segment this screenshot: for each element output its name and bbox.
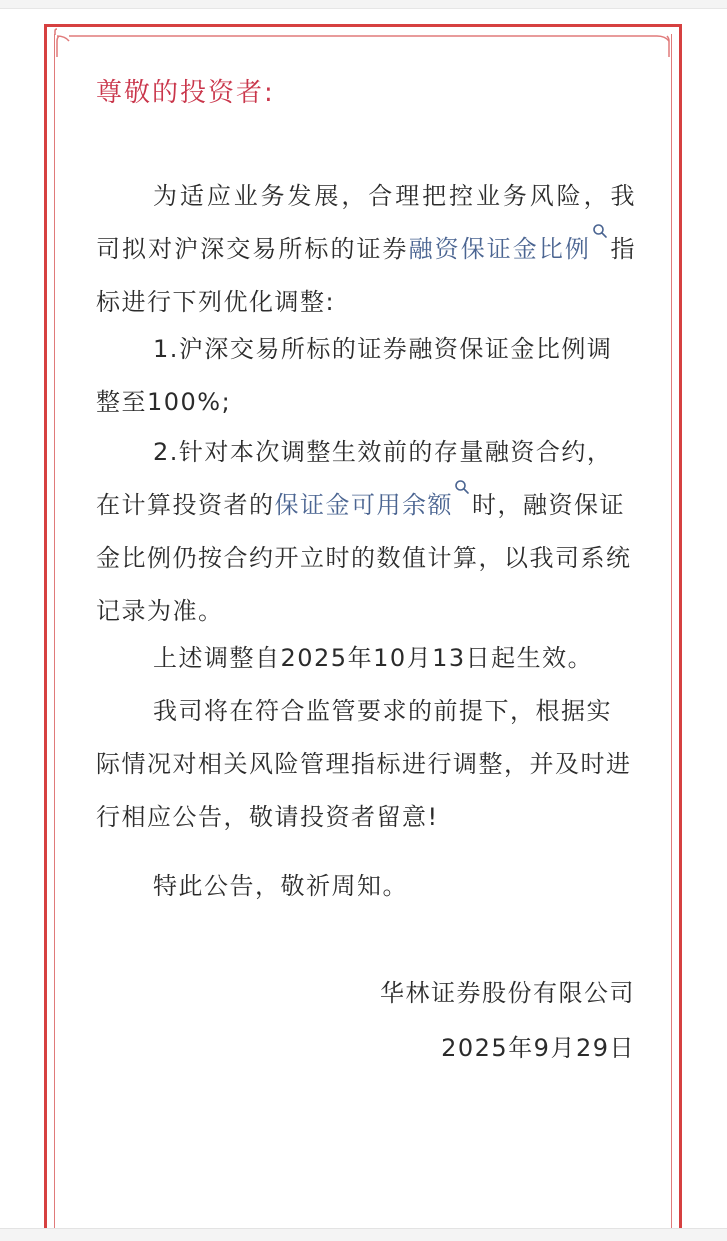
effective-date-notice: 上述调整自2025年10月13日起生效。	[153, 644, 594, 672]
closing-remark: 特此公告，敬祈周知。	[153, 872, 408, 900]
term-link-margin-ratio[interactable]: 融资保证金比例	[408, 235, 591, 263]
search-icon[interactable]	[592, 223, 608, 243]
intro-text-after: 指标进行下列优化调整:	[96, 235, 637, 316]
greeting-heading: 尊敬的投资者:	[96, 78, 275, 108]
signature-company: 华林证券股份有限公司	[380, 979, 635, 1007]
signature-date: 2025年9月29日	[441, 1034, 635, 1062]
item2-text-after: 时，融资保证金比例仍按合约开立时的数值计算，以我司系统记录为准。	[96, 491, 632, 625]
term-link-available-margin[interactable]: 保证金可用余额	[274, 491, 453, 519]
item2-text-before: 2.针对本次调整生效前的存量融资合约，在计算投资者的	[96, 438, 613, 519]
intro-text-before: 为适应业务发展，合理把控业务风险，我司拟对沪深交易所标的证券	[96, 182, 636, 263]
frame-top-ornament	[47, 27, 679, 57]
paragraph-adjustment: 我司将在符合监管要求的前提下，根据实际情况对相关风险管理指标进行调整，并及时进行相应公告，敬请投资者留意!	[96, 697, 632, 831]
bottom-bar	[0, 1228, 727, 1241]
search-icon[interactable]	[454, 479, 470, 499]
list-item-1: 1.沪深交易所标的证券融资保证金比例调整至100%;	[96, 335, 613, 416]
list-item-2	[96, 426, 636, 638]
paragraph-intro	[96, 170, 636, 329]
top-strip	[0, 0, 727, 9]
